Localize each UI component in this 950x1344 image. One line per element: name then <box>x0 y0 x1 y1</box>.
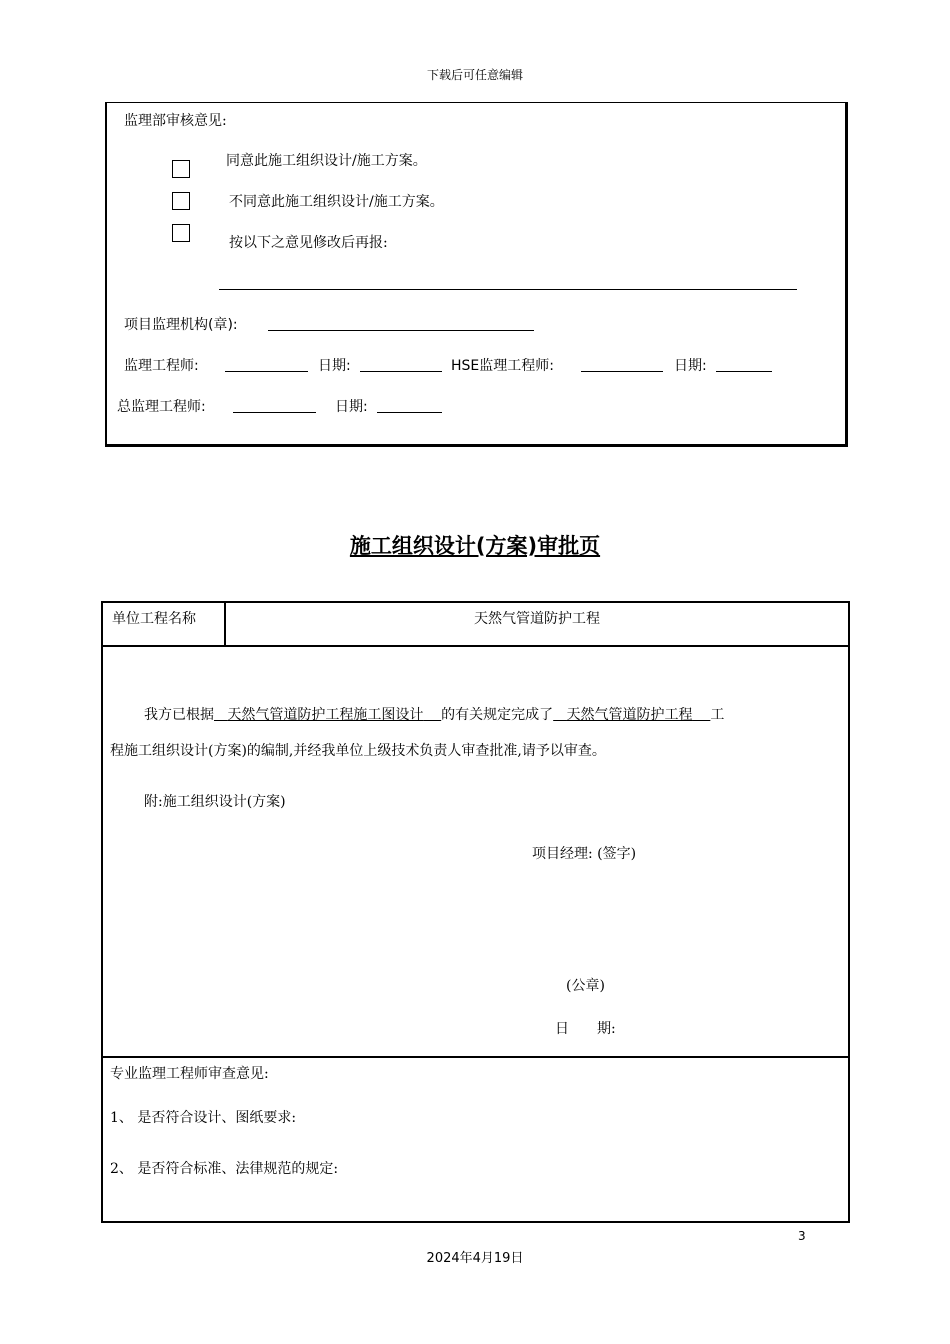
engineer-review-heading: 专业监理工程师审查意见: <box>110 1066 269 1082</box>
org-seal-line[interactable] <box>268 329 534 331</box>
header-note: 下载后可任意编辑 <box>426 68 523 82</box>
hse-engineer-label: HSE监理工程师: <box>451 358 554 374</box>
table-right-border <box>848 601 850 1223</box>
revise-option-label: 按以下之意见修改后再报: <box>229 235 388 251</box>
engineer-sign-line[interactable] <box>225 370 308 372</box>
declaration-mid: 的有关规定完成了 <box>441 707 554 723</box>
table-row-divider-1 <box>101 645 849 647</box>
declaration-line-1 <box>144 704 724 724</box>
agree-option-label: 同意此施工组织设计/施工方案。 <box>226 153 427 169</box>
chief-date-label: 日期: <box>335 399 368 415</box>
footer-date: 2024年4月19日 <box>426 1251 524 1266</box>
revision-comment-line[interactable] <box>219 288 797 290</box>
declaration-prefix: 我方已根据 <box>144 707 214 723</box>
revise-checkbox[interactable] <box>172 224 190 242</box>
engineer-date-line[interactable] <box>360 370 442 372</box>
engineer-label: 监理工程师: <box>124 358 199 374</box>
company-seal-label: (公章) <box>566 978 605 994</box>
org-label: 项目监理机构(章): <box>124 317 238 333</box>
project-name: 天然气管道防护工程 <box>566 707 693 723</box>
design-basis: 天然气管道防护工程施工图设计 <box>227 707 424 723</box>
disagree-checkbox[interactable] <box>172 192 190 210</box>
approval-page-title: 施工组织设计(方案)审批页 <box>349 534 601 558</box>
agree-checkbox[interactable] <box>172 160 190 178</box>
unit-name-label: 单位工程名称 <box>112 611 196 627</box>
review-item-design: 1、 是否符合设计、图纸要求: <box>110 1110 297 1126</box>
chief-engineer-label: 总监理工程师: <box>117 399 206 415</box>
supervision-review-box <box>105 102 848 447</box>
unit-name-value: 天然气管道防护工程 <box>474 611 600 627</box>
hse-date-line[interactable] <box>716 370 772 372</box>
chief-date-line[interactable] <box>377 411 442 413</box>
hse-sign-line[interactable] <box>581 370 663 372</box>
table-top-border <box>101 601 849 603</box>
table-bottom-border <box>101 1221 849 1223</box>
attachment-note: 附:施工组织设计(方案) <box>144 794 286 810</box>
review-item-standards: 2、 是否符合标准、法律规范的规定: <box>110 1161 339 1177</box>
manager-signature-label: 项目经理: (签字) <box>532 846 637 862</box>
chief-sign-line[interactable] <box>233 411 316 413</box>
page-number: 3 <box>798 1229 806 1243</box>
submission-date-label: 日 期: <box>555 1021 616 1037</box>
declaration-suffix: 工 <box>710 707 725 723</box>
table-left-border <box>101 601 103 1223</box>
hse-date-label: 日期: <box>674 358 707 374</box>
disagree-option-label: 不同意此施工组织设计/施工方案。 <box>229 194 444 210</box>
table-row-divider-2 <box>101 1056 849 1058</box>
declaration-line-2: 程施工组织设计(方案)的编制,并经我单位上级技术负责人审查批准,请予以审查。 <box>110 743 606 759</box>
review-heading: 监理部审核意见: <box>124 113 227 129</box>
engineer-date-label: 日期: <box>318 358 351 374</box>
